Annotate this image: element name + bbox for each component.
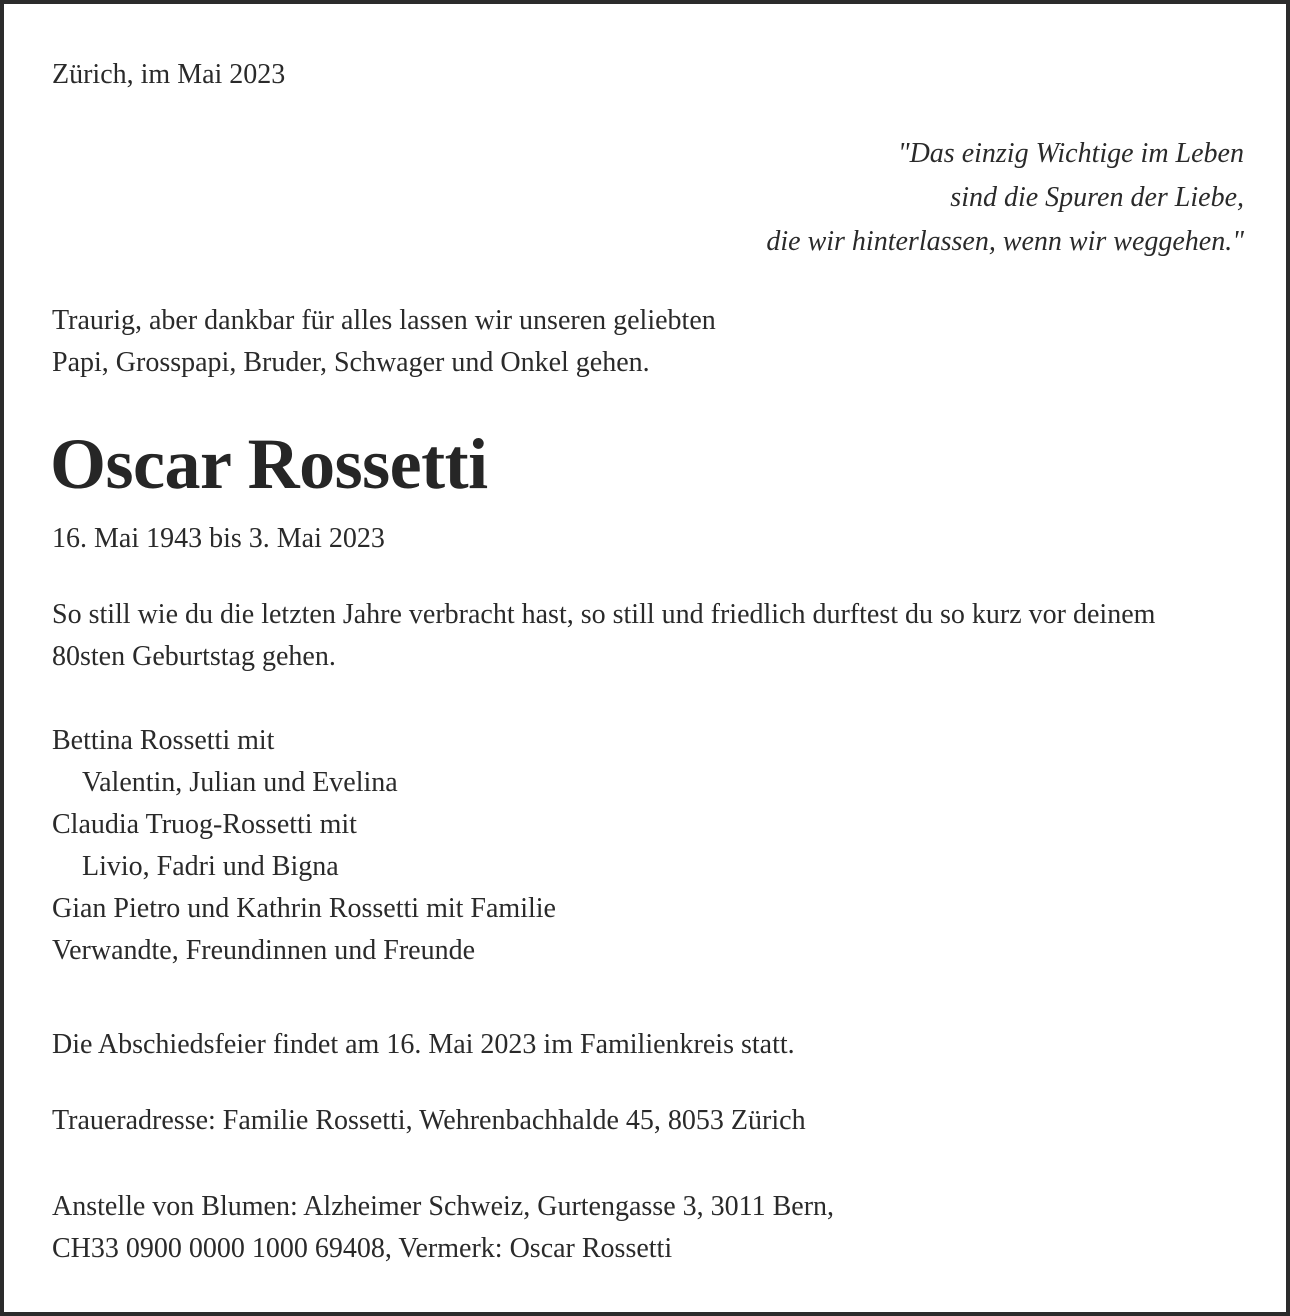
message-line: So still wie du die letzten Jahre verbracht hast, so still und friedlich durftest du so kurz vor deinem xyxy=(52,599,1156,630)
family-member: Gian Pietro und Kathrin Rossetti mit Familie xyxy=(52,893,556,924)
family-list xyxy=(52,720,556,972)
donation-info xyxy=(52,1186,834,1270)
donation-line: CH33 0900 0000 1000 69408, Vermerk: Oscar Rossetti xyxy=(52,1233,673,1264)
farewell-message xyxy=(52,594,1232,678)
intro-text xyxy=(52,300,716,384)
date-place: Zürich, im Mai 2023 xyxy=(52,59,286,90)
quote-line: die wir hinterlassen, wenn wir weggehen." xyxy=(766,226,1244,257)
quote-line: sind die Spuren der Liebe, xyxy=(950,182,1244,213)
message-line: 80sten Geburtstag gehen. xyxy=(52,641,336,672)
intro-line: Traurig, aber dankbar für alles lassen wir unseren geliebten xyxy=(52,305,716,336)
family-member: Livio, Fadri und Bigna xyxy=(82,851,339,882)
intro-line: Papi, Grosspapi, Bruder, Schwager und Onkel gehen. xyxy=(52,347,650,378)
mourning-address: Traueradresse: Familie Rossetti, Wehrenbachhalde 45, 8053 Zürich xyxy=(52,1105,806,1136)
family-member: Claudia Truog-Rossetti mit xyxy=(52,809,357,840)
family-member: Valentin, Julian und Evelina xyxy=(82,767,398,798)
life-dates: 16. Mai 1943 bis 3. Mai 2023 xyxy=(52,523,385,554)
ceremony-info: Die Abschiedsfeier findet am 16. Mai 2023 im Familienkreis statt. xyxy=(52,1029,795,1060)
family-member: Verwandte, Freundinnen und Freunde xyxy=(52,935,476,966)
quote xyxy=(766,132,1244,264)
family-member: Bettina Rossetti mit xyxy=(52,725,275,756)
quote-line: "Das einzig Wichtige im Leben xyxy=(897,138,1244,169)
deceased-name: Oscar Rossetti xyxy=(50,424,488,504)
donation-line: Anstelle von Blumen: Alzheimer Schweiz, Gurtengasse 3, 3011 Bern, xyxy=(52,1191,835,1222)
